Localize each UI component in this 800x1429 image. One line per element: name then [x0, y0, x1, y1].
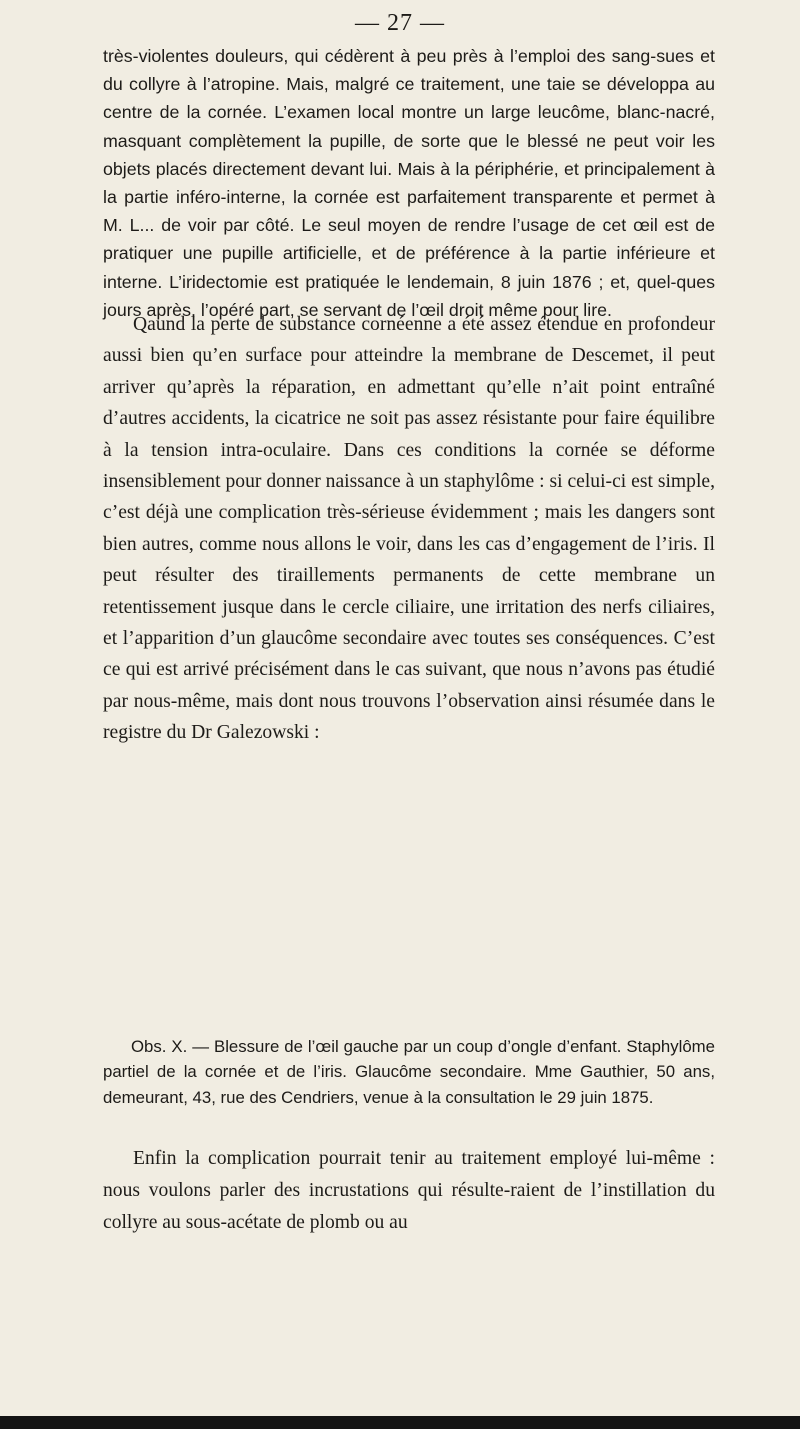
- paragraph-case-continuation: très-violentes douleurs, qui cédèrent à peu près à l’emploi des sang-sues et du collyre à l’atropine. Mais, malgré ce traitement, une taie se développa au centre de la cornée. L’examen local montre un large leucôme, blanc-nacré, masquant complètement la pupille, de sorte que le blessé ne peut voir les objets placés directement devant lui. Mais à la périphérie, et principalement à la partie inféro-interne, la cornée est parfaitement transparente et permet à M. L... de voir par côté. Le seul moyen de rendre l’usage de cet œil est de pratiquer une pupille artificielle, et de préférence à la partie inférieure et interne. L’iridectomie est pratiquée le lendemain, 8 juin 1876 ; et, quel-ques jours après, l’opéré part, se servant de l’œil droit même pour lire.: [103, 46, 715, 320]
- paragraph-staphyloma: Qaund la perte de substance cornéenne a été assez étendue en profondeur aussi bien qu’en surface pour atteindre la membrane de Descemet, il peut arriver qu’après la réparation, en admettant qu’elle n’ait point entraîné d’autres accidents, la cicatrice ne soit pas assez résistante pour faire équilibre à la tension intra-oculaire. Dans ces conditions la cornée se déforme insensiblement pour donner naissance à un staphylôme : si celui-ci est simple, c’est déjà une complication très-sérieuse évidemment ; mais les dangers sont bien autres, comme nous allons le voir, dans les cas d’engagement de l’iris. Il peut résulter des tiraillements permanents de cette membrane un retentissement jusque dans le cercle ciliaire, une irritation des nerfs ciliaires, et l’apparition d’un glaucôme secondaire avec toutes ses conséquences. C’est ce qui est arrivé précisément dans le cas suivant, que nous n’avons pas étudié par nous-même, mais dont nous trouvons l’observation ainsi résumée dans le registre du Dr Galezowski :: [103, 314, 715, 744]
- paragraph-complication: Enfin la complication pourrait tenir au traitement employé lui-même : nous voulons parler des incrustations qui résulte-raient de l’instillation du collyre au sous-acétate de plomb ou au: [103, 1148, 715, 1233]
- observation-note: Obs. X. — Blessure de l’œil gauche par un coup d’ongle d’enfant. Staphylôme partiel de la cornée et de l’iris. Glaucôme secondaire. Mme Gauthier, 50 ans, demeurant, 43, rue des Cendriers, venue à la consultation le 29 juin 1875.: [103, 1037, 715, 1107]
- page-number: — 27 —: [355, 10, 445, 36]
- scan-edge-border: [0, 1416, 800, 1429]
